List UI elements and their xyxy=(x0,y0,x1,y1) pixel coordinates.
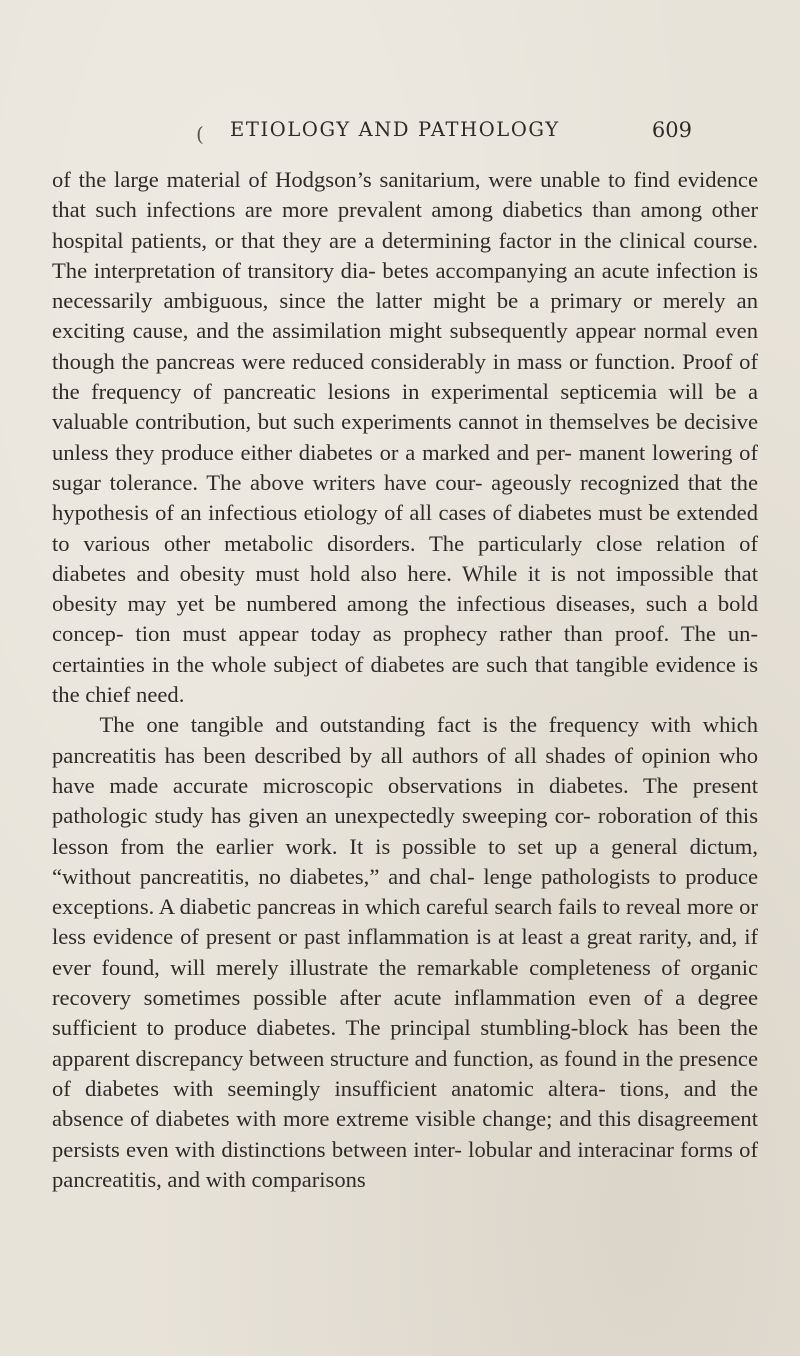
page-number: 609 xyxy=(651,118,692,142)
running-head-title: ETIOLOGY AND PATHOLOGY xyxy=(230,118,560,141)
running-head xyxy=(0,118,800,148)
paragraph: of the large material of Hodgson’s sanitarium, were unable to find evidence that such infections are more prevalent among diabetics than among other hospital patients, or that they are a determining factor in the clinical course. The interpretation of transitory dia- betes accompanying an acute infection is necessarily ambiguous, since the latter might be a primary or merely an exciting cause, and the assimilation might subsequently appear normal even though the pancreas were reduced considerably in mass or function. Proof of the frequency of pancreatic lesions in experimental septicemia will be a valuable contribution, but such experiments cannot in themselves be decisive unless they produce either diabetes or a marked and per- manent lowering of sugar tolerance. The above writers have cour- ageously recognized that the hypothesis of an infectious etiology of all cases of diabetes must be extended to various other metabolic disorders. The particularly close relation of diabetes and obesity must hold also here. While it is not impossible that obesity may yet be numbered among the infectious diseases, such a bold concep- tion must appear today as prophecy rather than proof. The un- certainties in the whole subject of diabetes are such that tangible evidence is the chief need. xyxy=(52,167,758,708)
margin-mark: ( xyxy=(196,122,204,146)
body-text xyxy=(52,165,758,1195)
paragraph: The one tangible and outstanding fact is the frequency with which pancreatitis has been described by all authors of all shades of opinion who have made accurate microscopic observations in diabetes. The present pathologic study has given an unexpectedly sweeping cor- roboration of this lesson from the earlier work. It is possible to set up a general dictum, “without pancreatitis, no diabetes,” and chal- lenge pathologists to produce exceptions. A diabetic pancreas in which careful search fails to reveal more or less evidence of present or past inflammation is at least a great rarity, and, if ever found, will merely illustrate the remarkable completeness of organic recovery sometimes possible after acute inflammation even of a degree sufficient to produce diabetes. The principal stumbling-block has been the apparent discrepancy between structure and function, as found in the presence of diabetes with seemingly insufficient anatomic altera- tions, and the absence of diabetes with more extreme visible change; and this disagreement persists even with distinctions between inter- lobular and interacinar forms of pancreatitis, and with comparisons xyxy=(52,712,758,1192)
